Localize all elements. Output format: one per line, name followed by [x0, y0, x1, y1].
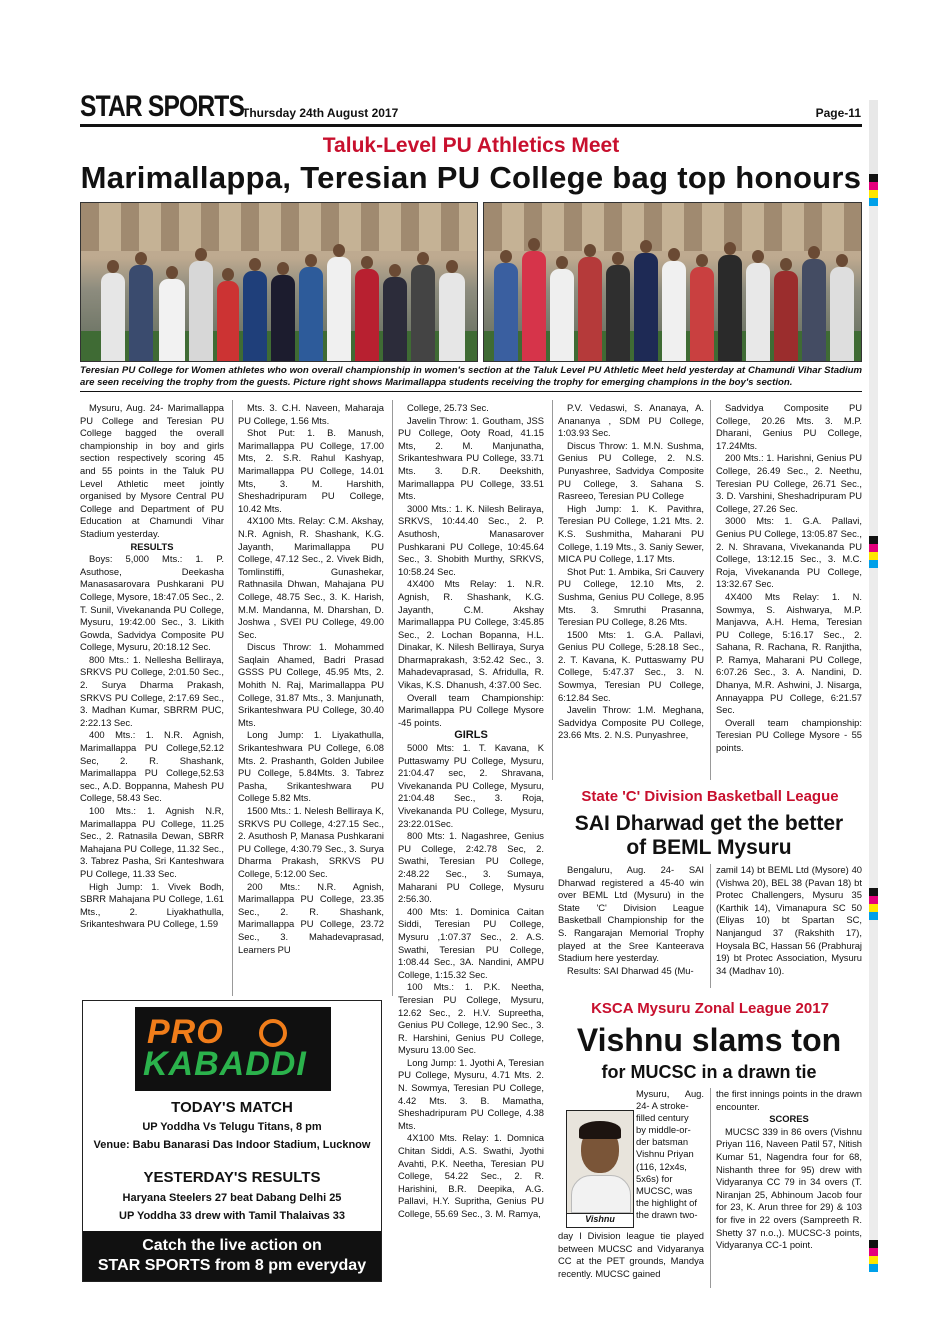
kabaddi-ring-icon [259, 1019, 287, 1047]
player-photo [566, 1110, 634, 1228]
lead-paragraph: Long Jump: 1. Liyakathulla, Srikanteshwara PU College, 6.08 Mts. 2. Prashanth, Golden Jubilee PU College, 5.84Mts. 3. Tabrez Pasha, Srikanteshwara PU College 5.82 Mts. [238, 729, 384, 804]
masthead-rule [80, 124, 862, 127]
page-number: Page-11 [815, 106, 861, 120]
lead-paragraph: Overall team championship: Teresian PU College Mysore - 55 points. [716, 716, 862, 754]
registration-magenta [869, 1248, 878, 1256]
lead-paragraph: P.V. Vedaswi, S. Ananaya, A. Anananya , SDM PU College, 1:03.93 Sec. [558, 402, 704, 439]
lead-column-1 [80, 402, 224, 931]
cricket-column-right [716, 1088, 862, 1252]
registration-black [869, 174, 878, 182]
logo-text-kabaddi: KABADDI [143, 1045, 307, 1083]
lead-column-5 [716, 402, 862, 755]
lead-paragraph: 800 Mts.: 1. Nellesha Belliraya, SRKVS PU College, 2:01.50 Sec., 2. Surya Dharma Prakash, SRKVS PU College, 2:17.69 Sec., 3. Madhan Kumar, SBRRM PUC, 2:22.13 Sec. [80, 653, 224, 728]
lead-paragraph: Javelin Throw: 1. Goutham, JSS PU College, Ooty Road, 41.15 Mts, 2. M. Manjunatha, Srikanteshwara PU College, 33.71 Mts. 3. D.R. Deekshith, Marimallappa PU College, 33.51 Mts. [398, 414, 544, 502]
lead-column-2 [238, 402, 384, 956]
cricket-paragraph: the first innings points in the drawn encounter. [716, 1088, 862, 1112]
pro-kabaddi-ad [82, 1000, 382, 1282]
registration-yellow [869, 1256, 878, 1264]
lead-paragraph: Shot Put: 1. B. Manush, Marimallappa PU College, 17.00 Mts, 2. S.R. Rahul Kashyap, Marimallappa PU College, 14.01 Mts, 3. M. Harshith, Sheshadripuram PU College, 10.42 Mts. [238, 427, 384, 514]
cricket-line: the highlight of [636, 1196, 697, 1208]
lead-paragraph: 200 Mts.: N.R. Agnish, Marimallappa PU College, 23.35 Sec., 2. R. Shashank, Marimallappa PU College, 23.72 Sec., 3. Mahadevaprasad, Learners PU [238, 880, 384, 955]
lead-paragraph: 4X400 Mts Relay: 1. N.R. Agnish, R. Shashank, K.G. Jayanth, C.M. Akshay Marimallappa PU College, 3:45.85 Sec., 2. Lochan Bopanna, H.L. Dinakar, K. Nilesh Belliraya, Surya Dharmaprakash, 3:52.42 Sec., 3. Mahadevaprasad, S. Afridulla, R. Vikas, K.S. Dhanush, 4:37.00 Sec. [398, 578, 544, 691]
lead-paragraph: 1500 Mts.: 1. Nelesh Belliraya K, SRKVS PU College, 4:27.15 Sec., 2. Asuthosh P, Manasa Pushkarani PU College, 4:30.79 Sec., 3. Surya Dharma Prakash, SRKVS PU College, 5:12.00 Sec. [238, 805, 384, 879]
lead-paragraph: Discus Throw: 1. Mohammed Saqlain Ahamed, Badri Prasad GSSS PU College, 45.95 Mts, 2. Mohith N. Raj, Marimallappa PU College, 31.87 Mts., 3. Manjunath, Srikanteshwara PU College, 30.40 Mts. [238, 641, 384, 728]
basketball-paragraph: zamil 14) bt BEML Ltd (Mysore) 40 (Vishwa 20), BEL 38 (Pavan 18) bt Protec Challengers, Mysuru 35 (Karthik 14), Vimanapura SC 50 (Eliyas 10) bt Spartan SC, Nanjangud 37 (Rakshith 17), Hoysala BC, Hassan 56 (Prabhuraj 19) bt Protec Association, Mysuru 34 (Madhav 10). [716, 864, 862, 976]
cricket-line: der batsman [636, 1136, 689, 1148]
photo-girls-team [80, 202, 478, 362]
registration-magenta [869, 182, 878, 190]
lead-paragraph: 1500 Mts: 1. G.A. Pallavi, Genius PU College, 5:28.18 Sec., 2. T. Kavana, K. Puttaswamy PU College, 5:47.37 Sec., 3. N. Sowmya, Teresian PU College, 6:12.84 Sec. [558, 628, 704, 703]
lead-column-3 [398, 402, 544, 1221]
basketball-paragraph: Bengaluru, Aug. 24- SAI Dharwad registered a 45-40 win over BEML Ltd (Mysuru) in the State 'C' Division League Basketball Championship for the S. Rangarajan Memorial Trophy played at the Sree Kanteerava Stadium here yesterday. [558, 864, 704, 964]
lead-paragraph: College, 25.73 Sec. [407, 402, 489, 413]
results-heading: RESULTS [130, 540, 174, 552]
lead-paragraph: Boys: 5,000 Mts.: 1. P. Asuthose, Deekasha Manasasarovara Pushkarani PU College, Mysore, 18:47.05 Sec., 2. T. Sunil, Vivekananda PU College, Mysuru, 19:42.00 Sec., 3. Likith Gowda, Sadvidya Composite PU College, Mysuru, 20:18.12 Sec. [80, 553, 224, 653]
todays-match: UP Yoddha Vs Telugu Titans, 8 pm [142, 1121, 322, 1133]
basketball-headline-line-1: SAI Dharwad get the better [574, 812, 844, 835]
result-line: Haryana Steelers 27 beat Dabang Delhi 25 [122, 1192, 342, 1204]
lead-paragraph: 100 Mts.: 1. Agnish N.R, Marimallappa PU College, 11.25 Sec., 2. Ratnasila Dewan, SBRR Mahajana PU College, 11.32 Sec., 3. Tabrez Pasha, Sri Kanteshwara PU College, 11.33 Sec. [80, 805, 224, 879]
yesterdays-results-title: YESTERDAY'S RESULTS [143, 1169, 321, 1186]
registration-cyan [869, 560, 878, 568]
lead-paragraph: 400 Mts.: 1. N.R. Agnish, Marimallappa PU College,52.12 Sec, 2. R. Shashank, Marimallappa PU College,52.53 sec., A.D. Boppanna, Mahesh PU College, 58.43 Sec. [80, 729, 224, 804]
lead-paragraph: Mts. 3. C.H. Naveen, Maharaja PU College, 1.56 Mts. [238, 402, 384, 426]
lead-headline: Marimallappa, Teresian PU College bag top honours [80, 160, 862, 195]
cricket-line: 5x6s) for [636, 1172, 673, 1184]
lead-paragraph: 200 Mts.: 1. Harishni, Genius PU College, 26.49 Sec., 2. Neethu, Teresian PU College, 26.71 Sec., 3. D. Varshini, Sheshadripuram PU College, 27.26 Sec. [716, 452, 862, 514]
registration-magenta [869, 896, 878, 904]
match-venue: Venue: Babu Banarasi Das Indoor Stadium, Lucknow [93, 1139, 371, 1151]
registration-strip [869, 206, 878, 536]
lead-paragraph: 3000 Mts: 1. G.A. Pallavi, Genius PU College, 13:05.87 Sec., 2. N. Shravana, Vivekananda PU College, 13:12.15 Sec., 3. M.C. Roja, Vivekananda PU College, 13:32.67 Sec. [716, 515, 862, 590]
basketball-column-left [558, 864, 704, 977]
registration-black [869, 536, 878, 544]
lead-paragraph: High Jump: 1. Vivek Bodh, SBRR Mahajana PU College, 1.61 Mts., 2. Liyakhathulla, Srikanteshwara PU College, 1.59 [80, 880, 224, 930]
lead-paragraph: 400 Mts: 1. Dominica Caitan Siddi, Teresian PU College, Mysuru ,1:07.37 Sec., 2. A.S. Swathi, Teresian PU College, 1:08.44 Sec., 3A. Nandini, AMPU College, 1:15.32 Sec. [398, 905, 544, 980]
registration-yellow [869, 190, 878, 198]
registration-strip [869, 568, 878, 888]
result-line: UP Yoddha 33 drew with Tamil Thalaivas 33 [119, 1210, 345, 1222]
basketball-paragraph: Results: SAI Dharwad 45 (Mu- [567, 964, 694, 976]
logo-text-pro: PRO [147, 1013, 224, 1051]
cricket-paragraph: day I Division league tie played between MUCSC and Vidyaranya CC at the PET grounds, Mandya recently. MUCSC gained [558, 1230, 704, 1279]
cricket-kicker: KSCA Mysuru Zonal League 2017 [591, 1000, 829, 1017]
basketball-column-right [716, 864, 862, 977]
photo-caption: Teresian PU College for Women athletes who won overall championship in women's section at the Taluk Level PU Athletic Meet held yesterday at Chamundi Vihar Stadium are seen receiving the trophy from the guests. Picture right shows Marimallappa students receiving the trophy for emerging champions in the boy's section. [80, 365, 862, 392]
registration-cyan [869, 198, 878, 206]
cricket-headline-line-1: Vishnu slams ton [576, 1022, 842, 1058]
lead-column-4 [558, 402, 704, 742]
lead-paragraph: Discus Throw: 1. M.N. Sushma, Genius PU College, 2. N.S. Punyashree, Sadvidya Composite PU College, 3. Sahana S. Rasreeo, Teresian PU College [558, 439, 704, 502]
cricket-headline-line-2: for MUCSC in a drawn tie [601, 1062, 817, 1082]
cricket-line: the drawn two- [636, 1208, 698, 1220]
todays-match-title: TODAY'S MATCH [171, 1099, 293, 1116]
registration-yellow [869, 552, 878, 560]
player-photo-caption: Vishnu [567, 1213, 633, 1227]
registration-yellow [869, 904, 878, 912]
lead-paragraph: Mysuru, Aug. 24- Marimallappa PU College and Teresian PU College bagged the overall championship in boy and girls section respectively scoring 45 and 55 points in the Taluk PU Level Athletic meet jointly organised by Mysore Central PU College and Department of PU Education at Chamundi Vihar Stadium yesterday. [80, 402, 224, 539]
registration-strip [869, 920, 878, 1240]
registration-black [869, 1240, 878, 1248]
masthead-logo: STAR SPORTS [80, 90, 245, 123]
broadcast-band [83, 1231, 381, 1281]
broadcast-line: STAR SPORTS from 8 pm everyday [97, 1257, 367, 1274]
broadcast-line: Catch the live action on [142, 1237, 322, 1254]
lead-paragraph: Overall team Championship: Marimallappa PU College Mysore -45 points. [398, 691, 544, 728]
cricket-line: (116, 12x4s, [636, 1160, 687, 1172]
cricket-intro-rest [558, 1230, 704, 1280]
cricket-intro-wrap [636, 1088, 704, 1221]
cricket-line: Mysuru, Aug. 24- A stroke- [636, 1088, 704, 1112]
lead-paragraph: 4X100 Mts. Relay: C.M. Akshay, N.R. Agnish, R. Shashank, K.G. Jayanth, Marimallappa PU College, 47.12 Sec., 2. Vivek Bidh, Tomlinstiffi, Gunashekar, Rathnasila Dhwan, Mahajana PU College, 48.75 Sec., 3. K. Harish, M.M. Mandanna, M. Dharshan, D. Joshwa , SVEI PU College, 49.00 Sec. [238, 515, 384, 640]
lead-paragraph: Sadvidya Composite PU College, 20.26 Mts. 3. M.P. Dharani, Genius PU College, 17.24Mts. [716, 402, 862, 451]
girls-heading: GIRLS [454, 729, 488, 742]
lead-paragraph: 4X100 Mts. Relay: 1. Domnica Chitan Siddi, A.S. Swathi, Jyothi Avahti, P.K. Neetha, Teresian PU College, 54.22 Sec., 2. R. Harishini, B.R. Deepika, A.G. Pallavi, H.Y. Supritha, Genius PU College, 55.69 Sec., 3. M. Ramya, [398, 1132, 544, 1219]
lead-paragraph: 800 Mts: 1. Nagashree, Genius PU College, 2:42.78 Sec, 2. Swathi, Teresian PU College, 2:48.22 Sec., 3. Sumaya, Maharani PU College, Mysuru 2:56.30. [398, 830, 544, 905]
basketball-kicker: State 'C' Division Basketball League [581, 788, 839, 805]
lead-paragraph: Long Jump: 1. Jyothi A, Teresian PU College, Mysuru, 4.71 Mts. 2. N. Sowmya, Teresian PU College, 4.42 Mts. 3. B. Mamatha, Sheshadripuram PU College, 4.38 Mts. [398, 1056, 544, 1131]
cricket-line: Vishnu Priyan [636, 1148, 694, 1160]
lead-paragraph: Shot Put: 1. Ambika, Sri Cauvery PU College, 12.10 Mts, 2. Sushma, Genius PU College, 8.95 Mts. 3. Smruthi Prasanna, Teresian PU College, 8.26 Mts. [558, 565, 704, 628]
scores-heading: SCORES [769, 1113, 809, 1125]
registration-cyan [869, 1264, 878, 1272]
lead-paragraph: 3000 Mts.: 1. K. Nilesh Beliraya, SRKVS, 10:44.40 Sec., 2. P. Asuthosh, Manasarover Pushkarani PU College, 10:45.64 Sec., 3. Shobith Murthy, SRKVS, 10:58.24 Sec. [398, 502, 544, 577]
cricket-line: filled century [636, 1112, 689, 1124]
lead-paragraph: Javelin Throw: 1.M. Meghana, Sadvidya Composite PU College, 23.66 Mts. 2. N.S. Punyashree, [558, 704, 704, 741]
lead-paragraph: 4X400 Mts Relay: 1. N. Sowmya, S. Aishwarya, M.P. Manjavva, A.H. Hema, Teresian PU College, 5:16.17 Sec., 2. Sahana, R. Rachana, R. Ranjitha, P. Ramya, Maharani PU College, 6:07.26 Sec., 3. A. Nandini, D. Dhanya, M.R. Ashwini, J. Nisarga, Annayappa PU College, 6:21.57 Sec. [716, 590, 862, 716]
lead-paragraph: 5000 Mts: 1. T. Kavana, K Puttaswamy PU College, Mysuru, 21:04.47 sec, 2. Shravana, Vivekananda PU College, Mysuru, 21:04.48 Sec., 3. Roja, Vivekananda PU College, Mysuru, 23:22.01Sec. [398, 742, 544, 829]
lead-paragraph: 100 Mts.: 1. P.K. Neetha, Teresian PU College, Mysuru, 12.62 Sec., 2. H.V. Supreetha, Genius PU College, 12.90 Sec., 3. R. Harshini, Genius PU College, Mysuru 13.00 Sec. [398, 981, 544, 1056]
cricket-line: by middle-or- [636, 1124, 691, 1136]
lead-kicker: Taluk-Level PU Athletics Meet [322, 134, 620, 157]
cricket-paragraph: MUCSC 339 in 86 overs (Vishnu Priyan 116, Naveen Patil 57, Nitish Kumar 51, Nagendra four for 68, Nishanth three for 95) drew with Vidyaranya CC 79 in 34 overs (T. Niranjan 25, Abhinoum Jacob four for 23, K. Arun three for 29) & 103 for five in 22 overs (Sampreeth R. Shetty 37 n.o.,). MUCSC-3 points, Vidyaranya CC-1 point. [716, 1125, 862, 1251]
pro-kabaddi-logo [135, 1007, 331, 1091]
lead-paragraph: High Jump: 1. K. Pavithra, Teresian PU College, 1.21 Mts. 2. K.S. Sushmitha, Maharani PU College, 1.19 Mts., 3. Saniy Sewer, MICA PU College, 1.17 Mts. [558, 502, 704, 565]
cricket-line: MUCSC, was [636, 1184, 693, 1196]
registration-strip [869, 100, 878, 174]
issue-date: Thursday 24th August 2017 [242, 106, 399, 120]
registration-cyan [869, 912, 878, 920]
registration-black [869, 888, 878, 896]
photo-boys-team [483, 202, 862, 362]
registration-magenta [869, 544, 878, 552]
basketball-headline-line-2: of BEML Mysuru [626, 836, 792, 859]
